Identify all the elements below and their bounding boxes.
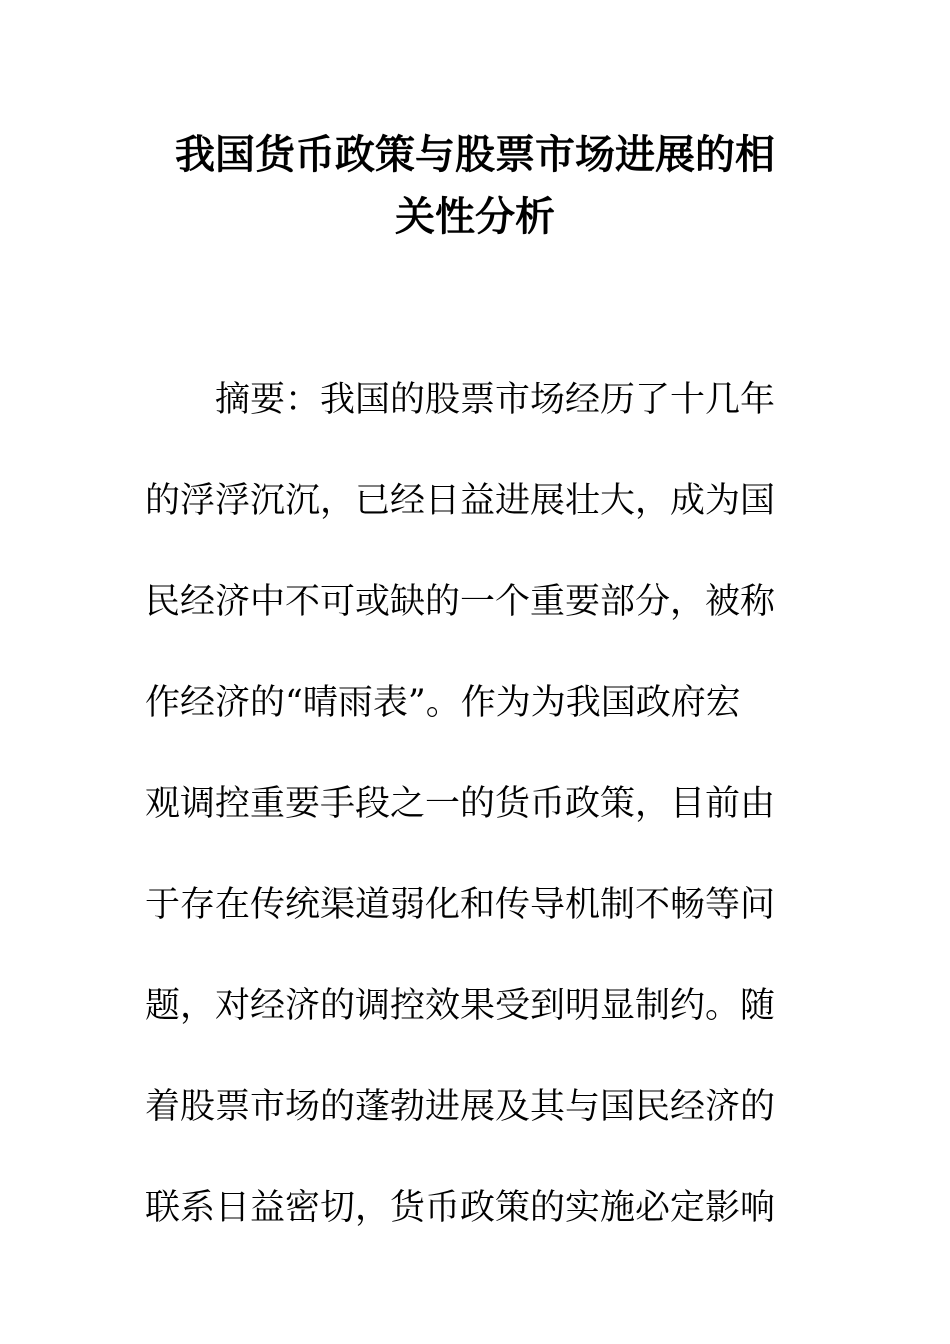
abstract-line-1: 摘要：我国的股票市场经历了十几年 [215, 380, 776, 420]
abstract-line-3: 民经济中不可或缺的一个重要部分，被称 [145, 582, 776, 622]
abstract-line-7: 题，对经济的调控效果受到明显制约。随 [145, 986, 776, 1026]
title-line-2: 关性分析 [395, 193, 555, 240]
abstract-line-4: 作经济的“晴雨表”。作为为我国政府宏 [145, 683, 741, 723]
abstract-line-2: 的浮浮沉沉，已经日益进展壮大，成为国 [145, 481, 776, 521]
abstract-line-6: 于存在传统渠道弱化和传导机制不畅等问 [145, 885, 776, 925]
abstract-line-5: 观调控重要手段之一的货币政策，目前由 [145, 784, 776, 824]
abstract-paragraph [145, 368, 805, 1277]
abstract-line-9: 联系日益密切，货币政策的实施必定影响 [145, 1188, 776, 1228]
title-line-1: 我国货币政策与股票市场进展的相 [175, 131, 775, 178]
document-title [145, 124, 805, 248]
abstract-line-8: 着股票市场的蓬勃进展及其与国民经济的 [145, 1087, 776, 1127]
